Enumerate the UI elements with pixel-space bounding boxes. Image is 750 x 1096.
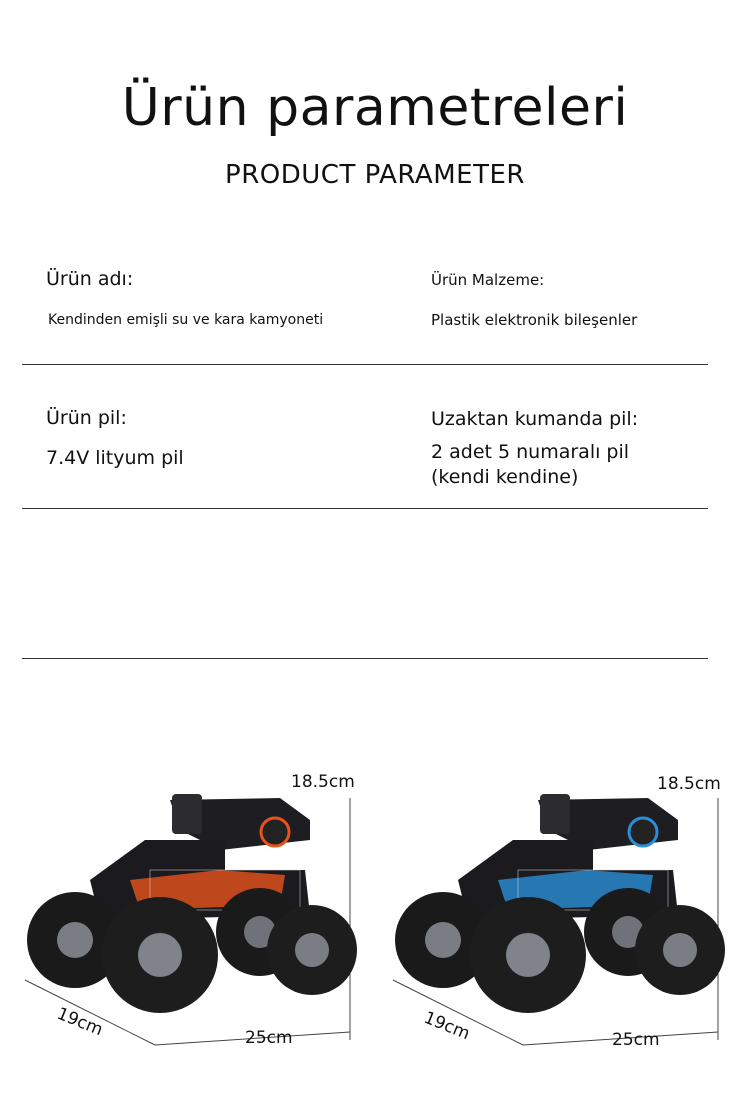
dimension-height-2: 18.5cm bbox=[657, 774, 721, 794]
dimension-depth-2: 19cm bbox=[420, 1007, 473, 1045]
truck-image-2 bbox=[388, 770, 728, 1050]
dimension-height-1: 18.5cm bbox=[291, 772, 355, 792]
product-battery-value: 7.4V lityum pil bbox=[46, 447, 184, 469]
product-battery-label: Ürün pil: bbox=[46, 407, 127, 429]
product-name-label: Ürün adı: bbox=[46, 268, 134, 290]
page-subtitle: PRODUCT PARAMETER bbox=[225, 160, 525, 190]
divider bbox=[22, 658, 708, 659]
product-material-value: Plastik elektronik bileşenler bbox=[431, 311, 638, 329]
remote-battery-label: Uzaktan kumanda pil: bbox=[431, 408, 639, 430]
page-title: Ürün parametreleri bbox=[121, 78, 629, 138]
divider bbox=[22, 364, 708, 365]
dimension-depth-1: 19cm bbox=[53, 1003, 106, 1041]
remote-battery-value-line2: (kendi kendine) bbox=[431, 466, 579, 488]
remote-battery-value-line1: 2 adet 5 numaralı pil bbox=[431, 441, 630, 463]
product-name-value: Kendinden emişli su ve kara kamyoneti bbox=[48, 312, 324, 328]
divider bbox=[22, 508, 708, 509]
dimension-width-2: 25cm bbox=[612, 1030, 660, 1050]
product-material-label: Ürün Malzeme: bbox=[431, 271, 545, 289]
dimension-width-1: 25cm bbox=[245, 1028, 293, 1048]
